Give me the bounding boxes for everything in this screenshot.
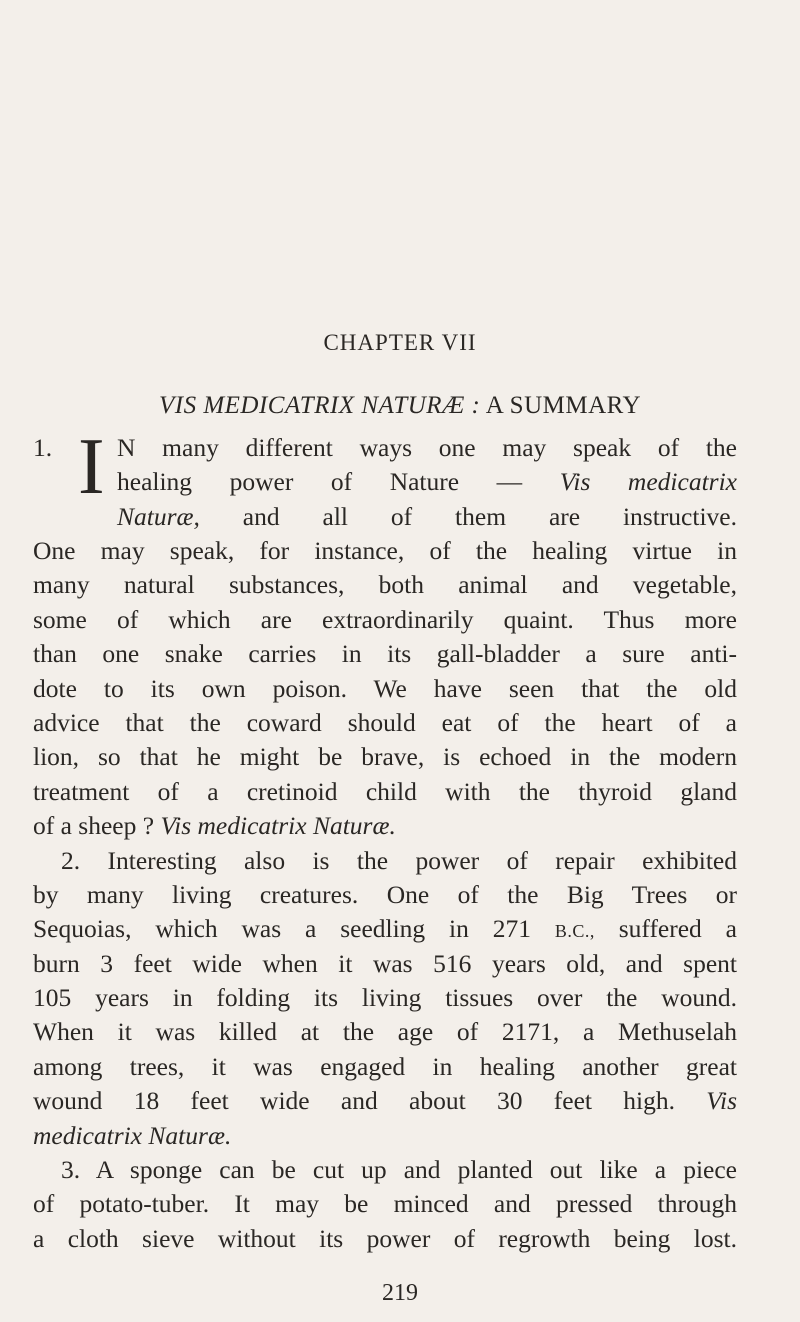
text-line: among trees, it was engaged in healing another great: [33, 1051, 737, 1081]
body-text: [33, 534, 737, 1256]
text-line: treatment of a cretinoid child with the thyroid gland: [33, 776, 737, 806]
text-line: One may speak, for instance, of the healing virtue in: [33, 536, 737, 565]
text-line: a cloth sieve without its power of regrowth being lost.: [33, 1223, 737, 1253]
text-line: advice that the coward should eat of the heart of a: [33, 707, 737, 737]
paragraph-number: 1.: [33, 433, 53, 462]
chapter-title-italic: VIS MEDICATRIX NATURÆ :: [158, 392, 481, 419]
drop-cap: I: [78, 423, 105, 511]
text-line: Naturæ, and all of them are instructive.: [117, 501, 737, 531]
text-line: burn 3 feet wide when it was 516 years old, and spent: [33, 948, 737, 978]
text-line: dote to its own poison. We have seen that the old: [33, 673, 737, 703]
text-line: many natural substances, both animal and vegetable,: [33, 570, 737, 600]
text-line: some of which are extraordinarily quaint. Thus more: [33, 604, 737, 634]
text-line: medicatrix Naturæ.: [33, 1120, 232, 1150]
opening-lines: [117, 431, 737, 534]
text-line: than one snake carries in its gall-bladder a sure anti-: [33, 639, 737, 669]
paragraph-1-opening: [33, 423, 737, 534]
text-line: N many different ways one may speak of the: [117, 433, 737, 462]
text-line: of a sheep ? Vis medicatrix Naturæ.: [33, 811, 396, 841]
text-line: 105 years in folding its living tissues over the wound.: [33, 983, 737, 1013]
text-line: wound 18 feet wide and about 30 feet high. Vis: [33, 1086, 737, 1116]
text-line: Sequoias, which was a seedling in 271 B.C., suffered a: [33, 914, 737, 944]
chapter-title-plain: A SUMMARY: [480, 392, 642, 419]
text-line: of potato-tuber. It may be minced and pressed through: [33, 1189, 737, 1219]
text-line: by many living creatures. One of the Big Trees or: [33, 879, 737, 909]
text-line: 3. A sponge can be cut up and planted out like a piece: [61, 1155, 737, 1185]
text-line: healing power of Nature — Vis medicatrix: [117, 467, 737, 497]
text-line: 2. Interesting also is the power of repair exhibited: [61, 845, 737, 875]
text-line: When it was killed at the age of 2171, a Methuselah: [33, 1017, 737, 1047]
chapter-title: [0, 392, 800, 420]
chapter-heading: CHAPTER VII: [323, 330, 477, 355]
page-number: 219: [382, 1280, 418, 1306]
text-line: lion, so that he might be brave, is echoed in the modern: [33, 742, 737, 772]
